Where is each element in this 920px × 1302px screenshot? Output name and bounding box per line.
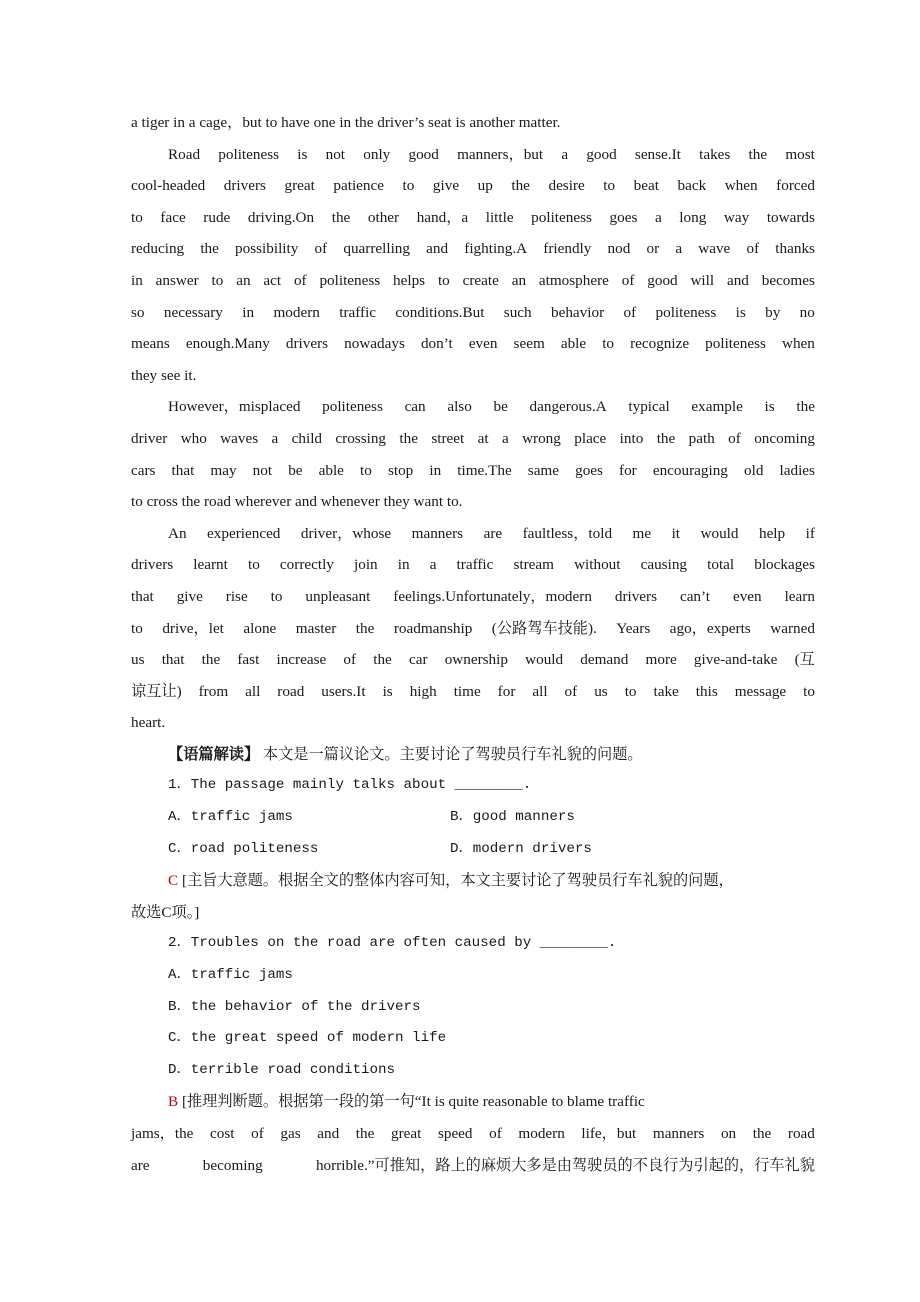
word: takes xyxy=(699,145,731,163)
word: towards xyxy=(766,208,815,226)
word: be xyxy=(493,398,508,416)
analysis-text: 本文是一篇议论文。主要讨论了驾驶员行车礼貌的问题。 xyxy=(259,745,643,763)
explanation-line xyxy=(131,1086,815,1118)
word: of xyxy=(251,1125,264,1142)
word: modern xyxy=(518,1125,565,1142)
word: give xyxy=(176,587,203,605)
word: the xyxy=(373,651,392,669)
word: crossing xyxy=(335,429,387,447)
word: learn xyxy=(784,587,815,605)
word: the xyxy=(355,619,375,637)
word: nowadays xyxy=(344,335,405,353)
word: fast xyxy=(237,651,260,669)
word: is xyxy=(764,398,775,416)
word: are xyxy=(131,1156,150,1174)
word: of xyxy=(746,240,760,258)
word: stop xyxy=(387,461,414,479)
word: in xyxy=(131,271,143,289)
explanation-line: 故选C项。] xyxy=(131,903,200,921)
word: the xyxy=(201,651,221,669)
word: atmosphere xyxy=(538,271,609,289)
word: street xyxy=(431,429,465,447)
word: speed xyxy=(437,1125,473,1142)
word: us xyxy=(594,682,608,700)
word: and xyxy=(726,271,749,289)
explanation-line xyxy=(131,865,815,897)
word: hand，a xyxy=(416,208,469,226)
word: the xyxy=(200,240,219,258)
paragraph-line xyxy=(131,676,815,708)
word: that xyxy=(131,587,154,605)
word: may xyxy=(210,461,237,479)
word: necessary xyxy=(163,303,223,321)
word: can’t xyxy=(679,587,711,605)
paragraph-line xyxy=(131,613,815,645)
word: waves xyxy=(220,429,259,447)
word: drivers xyxy=(614,587,658,605)
options-row xyxy=(131,834,815,866)
word: path xyxy=(688,429,715,447)
paragraph-line xyxy=(131,297,815,329)
paragraph-line: a tiger in a cage，but to have one in the driver’s seat is another matter. xyxy=(131,114,561,131)
paragraph-line xyxy=(131,328,815,360)
word: a xyxy=(429,556,437,574)
word: Years xyxy=(616,619,651,637)
option: D．terrible road conditions xyxy=(168,1061,396,1078)
word: politeness xyxy=(218,145,280,163)
word: ownership xyxy=(444,651,508,669)
word: conditions.But xyxy=(395,303,485,321)
paragraph-line xyxy=(131,644,815,676)
word: way xyxy=(723,208,750,226)
word: manners xyxy=(411,524,464,542)
option: D．modern drivers xyxy=(450,840,592,857)
analysis-label: 【语篇解读】 xyxy=(168,745,260,763)
word: master xyxy=(295,619,337,637)
word: in xyxy=(429,461,442,479)
word: helps xyxy=(393,271,426,289)
word: becoming xyxy=(202,1156,263,1174)
word: all xyxy=(245,682,261,700)
word: good xyxy=(408,145,439,163)
word: manners，but xyxy=(457,145,544,163)
word: good xyxy=(586,145,617,163)
word: patience xyxy=(333,177,384,195)
paragraph-line xyxy=(131,233,815,265)
word: wrong xyxy=(522,429,561,447)
word: road xyxy=(787,1125,815,1142)
word: when xyxy=(781,335,815,353)
word: causing xyxy=(640,556,688,574)
paragraph-line xyxy=(131,455,815,487)
question-stem: 1．The passage mainly talks about ________. xyxy=(168,777,532,794)
word: ladies xyxy=(779,461,815,479)
word: me xyxy=(632,524,652,542)
word: to xyxy=(270,587,283,605)
word: create xyxy=(462,271,499,289)
word: act xyxy=(263,271,282,289)
word: seem xyxy=(513,335,545,353)
word: also xyxy=(447,398,472,416)
word: goes xyxy=(609,208,638,226)
paragraph-line xyxy=(131,518,815,550)
word: reducing xyxy=(131,240,185,258)
word: to xyxy=(131,619,143,637)
word: politeness xyxy=(322,398,383,416)
word: to xyxy=(803,682,815,700)
word: an xyxy=(236,271,251,289)
word: to xyxy=(603,177,616,195)
word: correctly xyxy=(279,556,334,574)
paragraph-line: they see it. xyxy=(131,366,197,384)
word: cool-headed xyxy=(131,177,206,195)
paragraph-line: heart. xyxy=(131,714,166,732)
word: the xyxy=(331,208,351,226)
word: oncoming xyxy=(754,429,815,447)
word: are xyxy=(483,524,503,542)
word: time.The xyxy=(457,461,512,479)
word: so xyxy=(131,303,145,321)
word: unpleasant xyxy=(305,587,371,605)
word: by xyxy=(765,303,781,321)
word: example xyxy=(691,398,743,416)
word: place xyxy=(574,429,607,447)
word: However，misplaced xyxy=(168,398,301,416)
word: encouraging xyxy=(652,461,728,479)
answer-letter: C xyxy=(168,872,179,890)
word: of xyxy=(314,240,328,258)
word: not xyxy=(325,145,346,163)
word: a xyxy=(271,429,279,447)
word: 谅互让) xyxy=(131,682,182,700)
word: drivers xyxy=(131,556,174,574)
word: for xyxy=(497,682,516,700)
analysis-line xyxy=(131,739,815,771)
word: cars xyxy=(131,461,156,479)
word: old xyxy=(744,461,764,479)
word: ago，experts xyxy=(669,619,751,637)
paragraph-line xyxy=(131,170,815,202)
word: of xyxy=(293,271,307,289)
word: to xyxy=(437,271,450,289)
word: manners xyxy=(652,1125,705,1142)
word: gas xyxy=(280,1125,301,1142)
word: help xyxy=(758,524,786,542)
word: would xyxy=(525,651,564,669)
word: all xyxy=(532,682,548,700)
answer-letter: B xyxy=(168,1093,179,1111)
word: a xyxy=(675,240,683,258)
word: enough.Many xyxy=(185,335,270,353)
word: wave xyxy=(698,240,731,258)
word: driving.On xyxy=(247,208,315,226)
word: answer xyxy=(155,271,199,289)
word: the xyxy=(796,398,815,416)
word: users.It xyxy=(321,682,366,700)
word: to xyxy=(360,461,372,479)
word: great xyxy=(284,177,315,195)
word: such xyxy=(503,303,532,321)
word: or xyxy=(646,240,660,258)
paragraph-line xyxy=(131,265,815,297)
word: friendly xyxy=(543,240,592,258)
word: typical xyxy=(628,398,670,416)
paragraph-line xyxy=(131,139,815,171)
word: jams，the xyxy=(131,1125,194,1142)
word: means xyxy=(131,335,170,353)
word: stream xyxy=(513,556,554,574)
word: that xyxy=(171,461,195,479)
word: horrible.”可推知，路上的麻烦大多是由驾驶员的不良行为引起的，行车礼貌 xyxy=(315,1156,815,1174)
word: rise xyxy=(225,587,248,605)
word: life，but xyxy=(581,1125,637,1142)
word: of xyxy=(728,429,741,447)
word: little xyxy=(485,208,514,226)
word: child xyxy=(291,429,323,447)
word: to xyxy=(402,177,415,195)
paragraph-line: to cross the road wherever and whenever they want to. xyxy=(131,493,463,511)
paragraph-line xyxy=(131,581,815,613)
word: Road xyxy=(168,145,201,163)
word: most xyxy=(785,145,815,163)
word: politeness xyxy=(655,303,717,321)
word: give-and-take xyxy=(693,651,778,669)
word: take xyxy=(653,682,679,700)
word: and xyxy=(426,240,449,258)
word: this xyxy=(695,682,718,700)
word: the xyxy=(752,1125,772,1142)
word: traffic xyxy=(339,303,377,321)
word: car xyxy=(408,651,428,669)
word: increase xyxy=(276,651,327,669)
word: without xyxy=(574,556,621,574)
option: A．traffic jams xyxy=(168,809,293,826)
word: a xyxy=(561,145,569,163)
word: rude xyxy=(203,208,231,226)
word: at xyxy=(477,429,489,447)
word: when xyxy=(724,177,758,195)
word: to xyxy=(131,208,143,226)
word: is xyxy=(735,303,746,321)
word: quarrelling xyxy=(343,240,410,258)
paragraph-line xyxy=(131,423,815,455)
word: nod xyxy=(607,240,631,258)
word: faultless，told xyxy=(522,524,613,542)
option: B．good manners xyxy=(450,809,575,826)
word: in xyxy=(397,556,410,574)
word: who xyxy=(180,429,207,447)
word: experienced xyxy=(207,524,281,542)
word: face xyxy=(160,208,186,226)
word: to xyxy=(247,556,260,574)
word: the xyxy=(748,145,768,163)
word: dangerous.A xyxy=(529,398,607,416)
word: warned xyxy=(770,619,815,637)
word: beat xyxy=(633,177,659,195)
word: of xyxy=(621,271,635,289)
word: goes xyxy=(575,461,603,479)
option: C．road politeness xyxy=(168,840,319,857)
word: of xyxy=(623,303,637,321)
options-row xyxy=(131,802,815,834)
word: back xyxy=(677,177,707,195)
question-stem: 2．Troubles on the road are often caused by ________. xyxy=(168,935,617,952)
word: feelings.Unfortunately，modern xyxy=(393,587,592,605)
word: that xyxy=(161,651,185,669)
word: (互 xyxy=(794,651,815,669)
word: and xyxy=(317,1125,340,1142)
word: forced xyxy=(776,177,815,195)
word: modern xyxy=(273,303,320,321)
word: of xyxy=(489,1125,502,1142)
word: in xyxy=(242,303,255,321)
word: the xyxy=(355,1125,375,1142)
word: great xyxy=(390,1125,422,1142)
word: recognize xyxy=(630,335,690,353)
word: join xyxy=(354,556,378,574)
word: total xyxy=(707,556,735,574)
word: only xyxy=(363,145,391,163)
word: politeness xyxy=(319,271,381,289)
paragraph-line xyxy=(131,202,815,234)
explanation-line xyxy=(131,1150,815,1182)
word: able xyxy=(318,461,344,479)
word: roadmanship xyxy=(393,619,473,637)
word: up xyxy=(477,177,493,195)
word: an xyxy=(511,271,527,289)
word: driver xyxy=(131,429,168,447)
word: long xyxy=(679,208,707,226)
word: the xyxy=(399,429,418,447)
word: the xyxy=(656,429,676,447)
explanation-line xyxy=(131,1118,815,1150)
word: will xyxy=(690,271,715,289)
word: drive，let xyxy=(162,619,224,637)
word: even xyxy=(732,587,762,605)
word: demand xyxy=(580,651,629,669)
word: not xyxy=(252,461,273,479)
word: is xyxy=(382,682,393,700)
word: high xyxy=(409,682,437,700)
word: politeness xyxy=(705,335,766,353)
word: give xyxy=(432,177,460,195)
word: fighting.A xyxy=(464,240,528,258)
word: desire xyxy=(548,177,585,195)
word: to xyxy=(211,271,224,289)
word: to xyxy=(624,682,637,700)
word: thanks xyxy=(775,240,815,258)
word: road xyxy=(277,682,305,700)
word: politeness xyxy=(531,208,592,226)
word: driver，whose xyxy=(300,524,392,542)
word: becomes xyxy=(761,271,815,289)
word: more xyxy=(645,651,677,669)
word: time xyxy=(453,682,481,700)
document-page xyxy=(131,107,815,1181)
word: able xyxy=(560,335,587,353)
word: blockages xyxy=(754,556,815,574)
paragraph-line xyxy=(131,549,815,581)
word: it xyxy=(671,524,681,542)
word: to xyxy=(602,335,615,353)
word: is xyxy=(297,145,308,163)
explanation-text: [主旨大意题。根据全文的整体内容可知，本文主要讨论了驾驶员行车礼貌的问题， xyxy=(178,872,734,890)
word: a xyxy=(501,429,509,447)
word: possibility xyxy=(235,240,299,258)
word: even xyxy=(468,335,498,353)
word: into xyxy=(619,429,644,447)
word: traffic xyxy=(456,556,494,574)
word: for xyxy=(619,461,637,479)
word: sense.It xyxy=(634,145,681,163)
word: drivers xyxy=(223,177,266,195)
word: us xyxy=(131,651,145,669)
word: same xyxy=(527,461,559,479)
word: a xyxy=(654,208,662,226)
paragraph-line xyxy=(131,391,815,423)
word: no xyxy=(799,303,815,321)
word: if xyxy=(805,524,815,542)
option: C．the great speed of modern life xyxy=(168,1030,447,1047)
word: of xyxy=(343,651,357,669)
word: behavior xyxy=(551,303,605,321)
word: other xyxy=(367,208,400,226)
word: alone xyxy=(243,619,277,637)
word: good xyxy=(647,271,678,289)
word: drivers xyxy=(285,335,329,353)
word: be xyxy=(288,461,303,479)
word: can xyxy=(404,398,426,416)
word: from xyxy=(198,682,229,700)
option: A．traffic jams xyxy=(168,967,293,984)
explanation-text: [推理判断题。根据第一段的第一句“It is quite reasonable to blame traffic xyxy=(178,1093,645,1111)
word: don’t xyxy=(420,335,453,353)
word: An xyxy=(168,524,187,542)
option: B．the behavior of the drivers xyxy=(168,998,421,1015)
word: would xyxy=(700,524,739,542)
word: learnt xyxy=(193,556,228,574)
word: (公路驾车技能). xyxy=(491,619,597,637)
word: cost xyxy=(210,1125,235,1142)
word: the xyxy=(511,177,530,195)
word: on xyxy=(720,1125,737,1142)
word: of xyxy=(564,682,578,700)
word: message xyxy=(734,682,787,700)
